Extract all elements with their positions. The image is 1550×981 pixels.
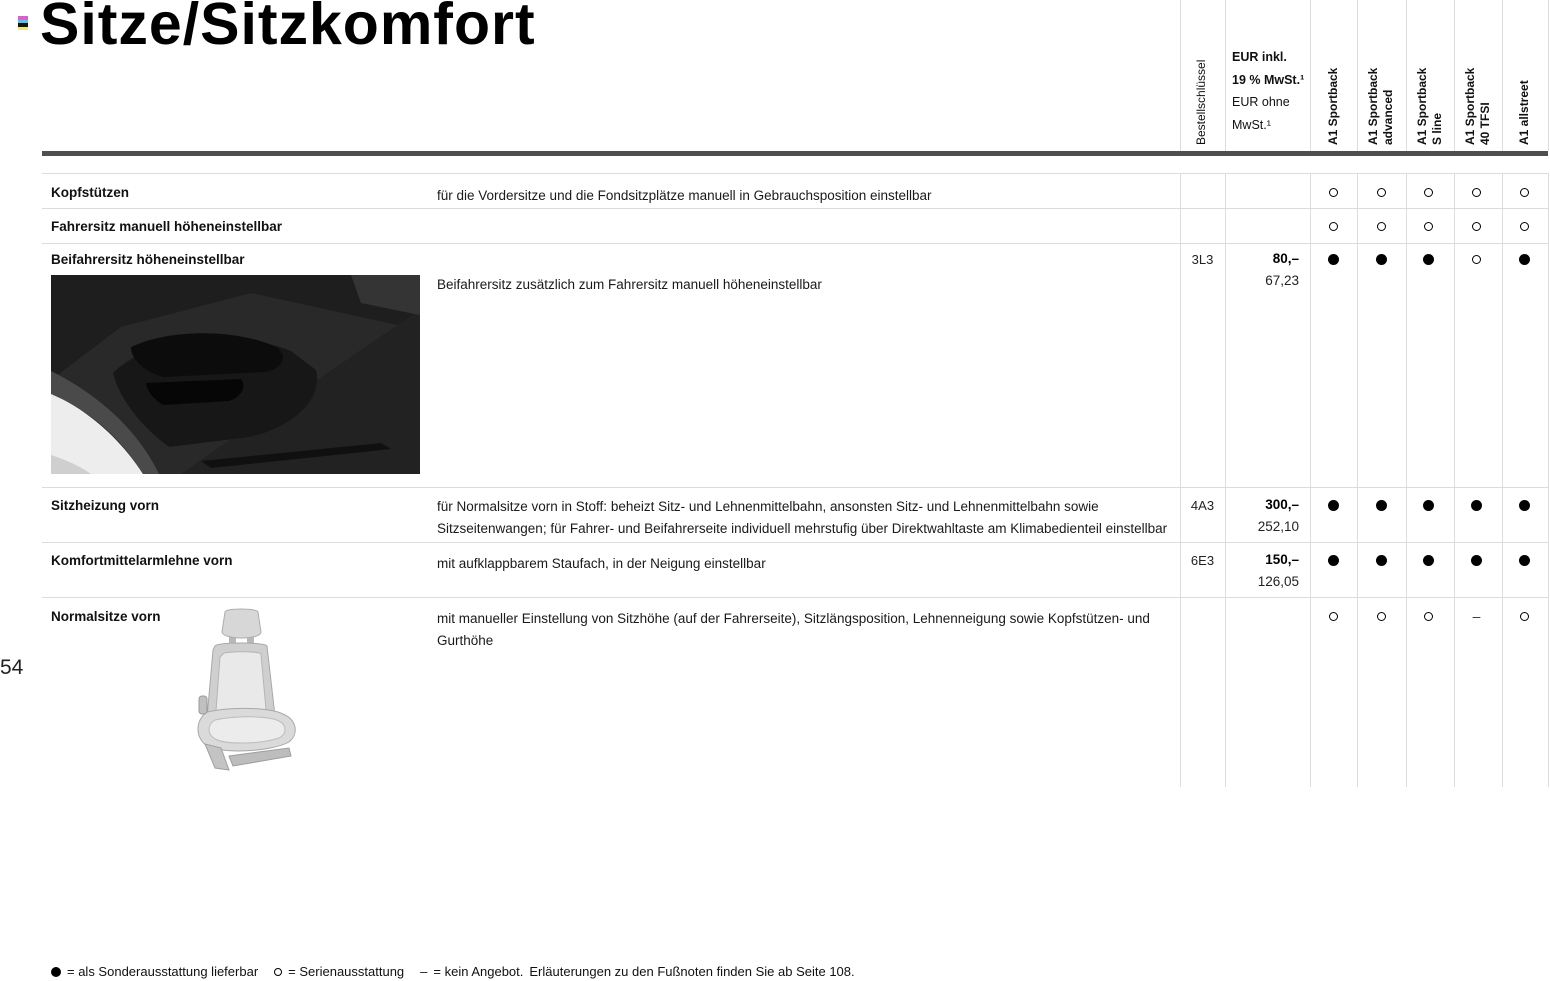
open-circle-mark	[1377, 612, 1386, 621]
model-label-line: 40 TFSI	[1478, 102, 1492, 145]
availability-cell	[1453, 499, 1501, 512]
option-description: für die Vordersitze und die Fondsitzplätze manuell in Gebrauchsposition einstellbar	[437, 188, 932, 203]
availability-marks-row	[1310, 554, 1548, 567]
model-label-line: S line	[1430, 112, 1444, 145]
filled-circle-mark	[1376, 254, 1387, 265]
price-header-line: 19 % MwSt.¹	[1232, 72, 1305, 87]
open-circle-mark	[1472, 255, 1481, 264]
open-circle-mark	[1377, 222, 1386, 231]
availability-cell	[1500, 610, 1548, 623]
legend-item-optional	[51, 964, 258, 979]
availability-cell	[1405, 610, 1453, 623]
option-description: mit manueller Einstellung von Sitzhöhe (auf der Fahrerseite), Sitzlängsposition, Lehnenneigung sowie Kopfstützen- und Gurthöhe	[437, 611, 1150, 648]
column-header-model-a1-sportback-advanced	[1366, 0, 1396, 145]
availability-cell	[1500, 253, 1548, 266]
open-circle-mark	[1424, 222, 1433, 231]
column-header-model-a1-sportback-s-line	[1415, 0, 1445, 145]
option-description: Beifahrersitz zusätzlich zum Fahrersitz manuell höheneinstellbar	[437, 277, 822, 292]
availability-cell	[1310, 499, 1358, 512]
availability-marks-row	[1310, 253, 1548, 266]
column-header-model-a1-sportback-40-tfsi	[1463, 0, 1493, 145]
availability-cell	[1405, 499, 1453, 512]
legend-footer	[51, 964, 855, 979]
grid-line	[1502, 0, 1503, 151]
legend-text: = Serienausstattung	[288, 964, 405, 979]
grid-line	[1180, 0, 1181, 151]
open-circle-mark	[1329, 188, 1338, 197]
availability-cell	[1405, 220, 1453, 233]
availability-cell	[1500, 220, 1548, 233]
column-header-price	[1232, 46, 1308, 136]
filled-circle-mark	[1423, 254, 1434, 265]
seat-height-adjustment-photo	[51, 275, 420, 474]
availability-cell	[1310, 220, 1358, 233]
option-name: Komfortmittelarmlehne vorn	[51, 553, 233, 568]
grid-line	[1310, 0, 1311, 151]
price-net: 126,05	[1257, 574, 1299, 589]
row-divider	[42, 542, 1548, 543]
filled-circle-mark	[1471, 500, 1482, 511]
grid-line	[1357, 0, 1358, 151]
price-net: 252,10	[1257, 519, 1299, 534]
availability-cell	[1310, 253, 1358, 266]
price-header-line: EUR inkl.	[1232, 50, 1287, 64]
model-label-line: A1 allstreet	[1517, 80, 1531, 145]
open-circle-mark	[1520, 222, 1529, 231]
order-code: 6E3	[1190, 553, 1215, 568]
open-circle-mark	[1472, 188, 1481, 197]
model-label-line: advanced	[1381, 89, 1395, 145]
availability-marks-row	[1310, 499, 1548, 512]
availability-cell	[1453, 554, 1501, 567]
filled-circle-mark	[1423, 555, 1434, 566]
regmark-stripe	[18, 27, 28, 31]
header-rule	[42, 151, 1548, 156]
option-name: Beifahrersitz höheneinstellbar	[51, 252, 245, 267]
open-circle-mark	[1472, 222, 1481, 231]
model-label-line: A1 Sportback	[1366, 67, 1380, 145]
open-circle-mark	[1520, 188, 1529, 197]
option-name: Fahrersitz manuell höheneinstellbar	[51, 219, 283, 234]
price-cell	[1225, 549, 1299, 593]
legend-text: = kein Angebot.	[433, 964, 524, 979]
availability-cell	[1358, 186, 1406, 199]
price-gross: 80,–	[1272, 251, 1299, 266]
filled-circle-icon	[51, 967, 61, 977]
model-label-line: A1 Sportback	[1326, 67, 1340, 145]
model-label-line: A1 Sportback	[1415, 67, 1429, 145]
dash-icon: –	[420, 964, 428, 979]
price-gross: 150,–	[1265, 552, 1299, 567]
column-header-model-a1-sportback	[1326, 0, 1341, 145]
availability-cell	[1310, 554, 1358, 567]
availability-cell	[1500, 499, 1548, 512]
availability-cell	[1358, 499, 1406, 512]
availability-cell	[1453, 610, 1501, 623]
grid-line	[1548, 173, 1549, 787]
price-cell	[1225, 494, 1299, 538]
open-circle-icon	[274, 968, 282, 976]
filled-circle-mark	[1423, 500, 1434, 511]
price-cell	[1225, 248, 1299, 292]
availability-cell	[1310, 610, 1358, 623]
grid-line	[1406, 0, 1407, 151]
availability-cell	[1358, 610, 1406, 623]
column-header-model-a1-allstreet	[1517, 0, 1532, 145]
availability-cell	[1453, 253, 1501, 266]
availability-marks-row	[1310, 610, 1548, 623]
availability-cell	[1500, 186, 1548, 199]
filled-circle-mark	[1519, 254, 1530, 265]
availability-cell	[1358, 554, 1406, 567]
option-name: Kopfstützen	[51, 185, 129, 200]
open-circle-mark	[1329, 612, 1338, 621]
row-divider	[42, 173, 1548, 174]
price-header-line: MwSt.¹	[1232, 117, 1271, 132]
availability-cell	[1405, 554, 1453, 567]
row-divider	[42, 487, 1548, 488]
legend-text: = als Sonderausstattung lieferbar	[67, 964, 259, 979]
order-code: 4A3	[1190, 498, 1215, 513]
option-description: für Normalsitze vorn in Stoff: beheizt Sitz- und Lehnenmittelbahn, ansonsten Sitz- und Lehnenmittelbahn sowie Sitzseitenwangen; für Fahrer- und Beifahrerseite individuell mehrstufig über Direktwahltaste am Klimabedienteil einstellbar	[437, 499, 1168, 536]
grid-line	[1548, 0, 1549, 151]
option-name: Sitzheizung vorn	[51, 498, 159, 513]
availability-marks-row	[1310, 220, 1548, 233]
print-registration-mark-icon	[18, 16, 28, 30]
filled-circle-mark	[1376, 500, 1387, 511]
availability-cell	[1453, 186, 1501, 199]
dash-mark: –	[1472, 608, 1481, 624]
row-divider	[42, 208, 1548, 209]
page-title: Sitze/Sitzkomfort	[40, 0, 536, 57]
availability-cell	[1500, 554, 1548, 567]
page-number: 54	[0, 656, 24, 679]
filled-circle-mark	[1519, 555, 1530, 566]
grid-line	[1225, 0, 1226, 151]
filled-circle-mark	[1376, 555, 1387, 566]
availability-cell	[1405, 186, 1453, 199]
front-seat-illustration	[185, 608, 313, 776]
option-description: mit aufklappbarem Staufach, in der Neigung einstellbar	[437, 556, 766, 571]
filled-circle-mark	[1471, 555, 1482, 566]
column-header-order-code: Bestellschlüssel	[1194, 59, 1208, 145]
price-gross: 300,–	[1265, 497, 1299, 512]
availability-cell	[1358, 220, 1406, 233]
legend-item-not-available	[420, 964, 523, 979]
open-circle-mark	[1424, 188, 1433, 197]
filled-circle-mark	[1328, 555, 1339, 566]
open-circle-mark	[1329, 222, 1338, 231]
filled-circle-mark	[1519, 500, 1530, 511]
open-circle-mark	[1520, 612, 1529, 621]
grid-line	[1454, 0, 1455, 151]
option-name: Normalsitze vorn	[51, 609, 161, 624]
price-header-line: EUR ohne	[1232, 95, 1290, 109]
availability-cell	[1358, 253, 1406, 266]
open-circle-mark	[1377, 188, 1386, 197]
availability-cell	[1405, 253, 1453, 266]
availability-cell	[1453, 220, 1501, 233]
filled-circle-mark	[1328, 500, 1339, 511]
model-label-line: A1 Sportback	[1463, 67, 1477, 145]
legend-item-standard	[274, 964, 404, 979]
order-code: 3L3	[1191, 252, 1214, 267]
price-net: 67,23	[1265, 273, 1299, 288]
row-divider	[42, 597, 1548, 598]
availability-cell	[1310, 186, 1358, 199]
filled-circle-mark	[1328, 254, 1339, 265]
availability-marks-row	[1310, 186, 1548, 199]
open-circle-mark	[1424, 612, 1433, 621]
footnote-reference: Erläuterungen zu den Fußnoten finden Sie ab Seite 108.	[529, 964, 855, 979]
row-divider	[42, 243, 1548, 244]
